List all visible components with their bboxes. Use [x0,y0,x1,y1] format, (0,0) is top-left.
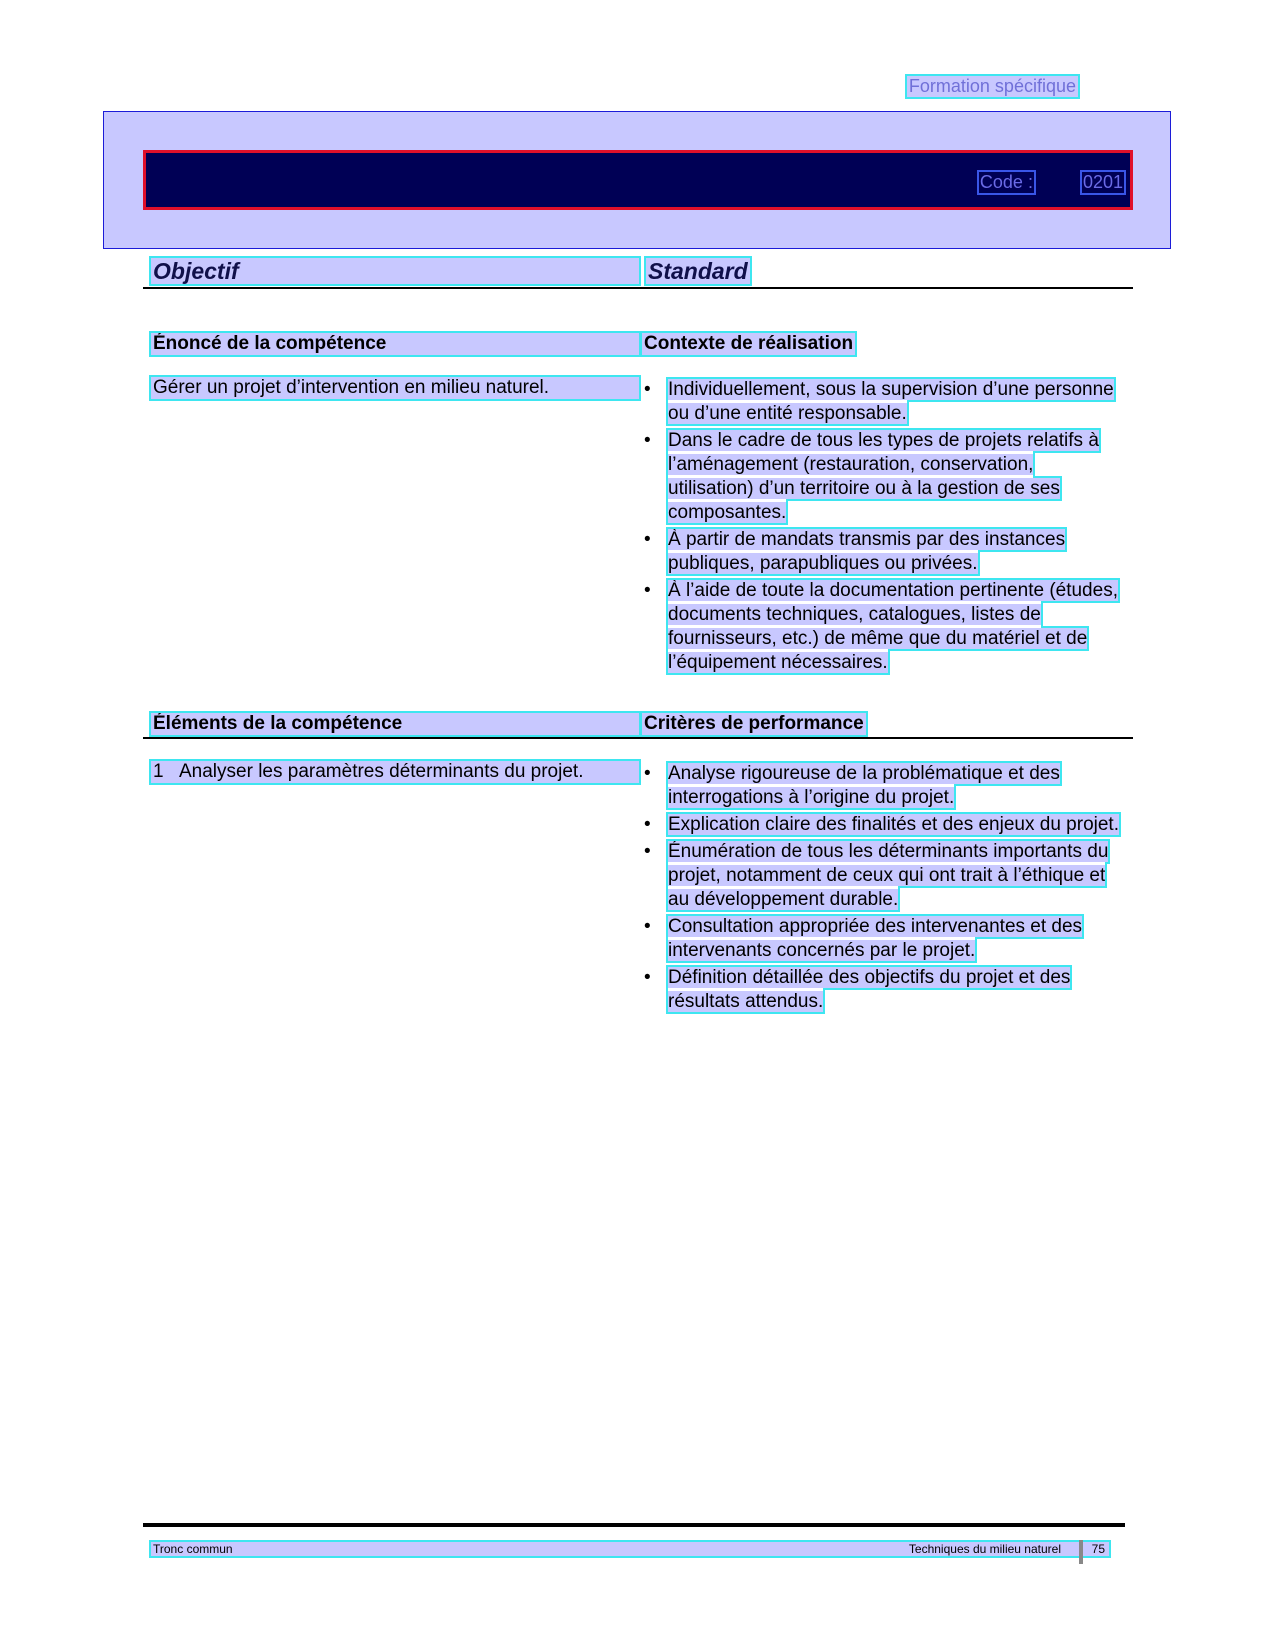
header-label: Formation spécifique [908,76,1076,96]
criterion-item [644,966,1124,1014]
element-number: 1 [153,761,164,782]
title-bar [143,150,1133,210]
criterion-item-text: Analyse rigoureuse de la problématique et des interrogations à l’origine du projet. [668,763,1060,808]
criterion-item-text: Explication claire des finalités et des enjeux du projet. [668,814,1119,835]
competence-statement: Gérer un projet d’intervention en milieu naturel. [151,377,639,399]
bullet-icon: • [644,967,651,988]
code-value: 0201 [1082,172,1123,192]
element-item [151,761,639,783]
bullet-icon: • [644,841,651,862]
criterion-item [644,813,1124,837]
criterion-item [644,762,1124,810]
context-item-text: Individuellement, sous la supervision d’une personne ou d’une entité responsable. [668,379,1114,424]
standard-heading: Standard [648,258,748,284]
context-item [644,429,1124,525]
page-number: 75 [1091,1542,1105,1556]
context-item-text: À partir de mandats transmis par des instances publiques, parapubliques ou privées. [668,529,1066,574]
bullet-icon: • [644,430,651,451]
element-text: Analyser les paramètres déterminants du projet. [179,761,584,782]
competency-code [979,172,1124,193]
objective-heading: Objectif [151,258,639,284]
footer-left: Tronc commun [153,1542,233,1556]
section-rule [143,287,1133,289]
criterion-item [644,840,1124,912]
bullet-icon: • [644,580,651,601]
context-item-text: Dans le cadre de tous les types de projets relatifs à l’aménagement (restauration, conservation, utilisation) d’un territoire ou à la gestion de ses composantes. [668,430,1099,523]
bullet-icon: • [644,763,651,784]
criteria-heading: Critères de performance [644,713,864,734]
criteria-list [644,762,1124,1017]
elements-rule [143,737,1133,739]
context-item-text: À l’aide de toute la documentation pertinente (études, documents techniques, catalogues, listes de fournisseurs, etc.) de même que du matériel et de l’équipement nécessaires. [668,580,1118,673]
context-list [644,378,1124,678]
bullet-icon: • [644,529,651,550]
footer [151,1542,1109,1556]
bullet-icon: • [644,916,651,937]
bullet-icon: • [644,814,651,835]
context-item [644,378,1124,426]
statement-heading: Énoncé de la compétence [151,333,639,355]
bullet-icon: • [644,379,651,400]
criterion-item-text: Définition détaillée des objectifs du projet et des résultats attendus. [668,967,1071,1012]
context-heading: Contexte de réalisation [644,333,854,354]
footer-rule [143,1523,1125,1527]
footer-separator [1079,1540,1083,1564]
footer-right: Techniques du milieu naturel [908,1542,1061,1556]
criterion-item [644,915,1124,963]
context-item [644,528,1124,576]
criterion-item-text: Consultation appropriée des intervenantes et des intervenants concernés par le projet. [668,916,1083,961]
code-label: Code : [979,172,1033,192]
context-item [644,579,1124,675]
criterion-item-text: Énumération de tous les déterminants importants du projet, notamment de ceux qui ont trait à l’éthique et au développement durable. [668,841,1109,910]
elements-heading: Éléments de la compétence [151,713,639,735]
